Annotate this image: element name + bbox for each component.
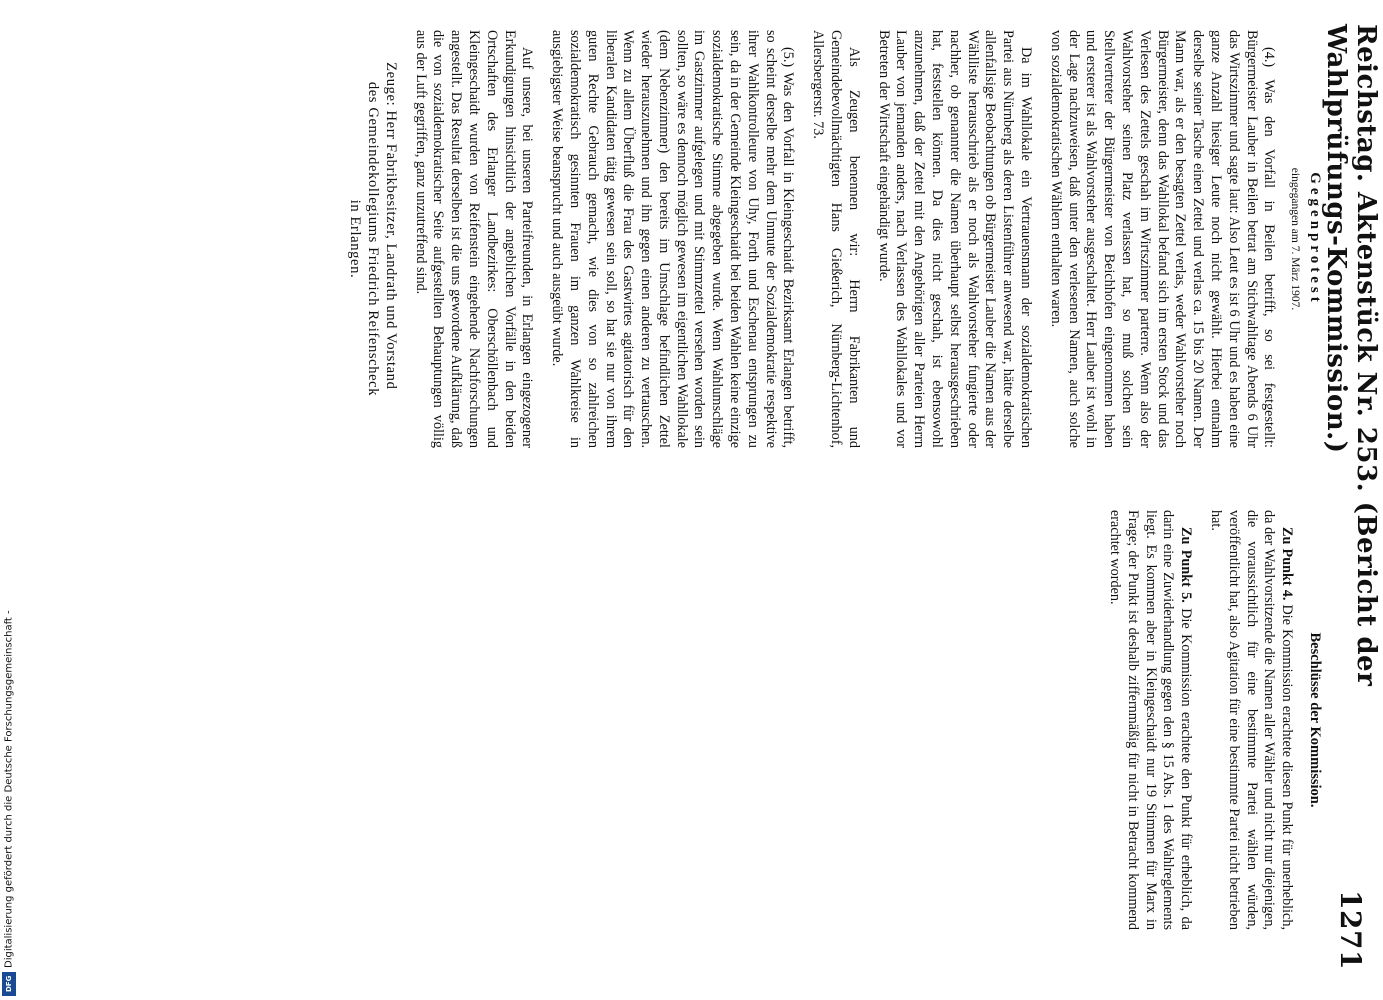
paragraph-4-continued: Da im Wahllokale ein Vertrauensmann der sozialdemokratischen Partei aus Nürnberg als deren Listenführer anwesend war, hätte derselbe allenfallsige Beobachtungen ob Bürgermeister Lauber die Namen aus der Wählliste herausschrieb als er noch als Wahlvorsteher fungierte oder nachher, ob genannter die Namen überhaupt selbst herausgeschrieben hat, feststellen können. Da dies nicht geschah, ist ebensowohl anzunehmen, daß der Zettel mit den Angehörigen aller Parteien Herrn Lauber von jemanden anders, nach Verlassen des Wahllokales und vor Betreten der Wirtschaft eingehändigt wurde. — [875, 30, 1035, 448]
resolution-point-4 — [1206, 510, 1295, 930]
credit-text: Digitalisierung gefördert durch die Deutsche Forschungsgemeinschaft - — [3, 610, 15, 968]
point-5-label: Zu Punkt 5. — [1178, 527, 1195, 603]
resolution-point-5 — [1105, 510, 1194, 930]
point-4-label: Zu Punkt 4. — [1279, 527, 1296, 601]
witness-line-1: Zeuge: Herr Fabrikbesitzer, Landrath und Vorstand — [382, 62, 399, 390]
page-header — [1321, 24, 1381, 970]
witness-paragraph: Als Zeugen benennen wir: Herrn Fabrikanten und Gemeindebevollmächtigten Hans Gießerich, Nürnberg-Lichtenhof, Allersbergerstr. 73. — [810, 30, 862, 448]
left-column — [345, 30, 1323, 448]
page-number: 1271 — [1334, 890, 1368, 970]
witness-line-2: des Gemeindekollegiums Friedrich Reifenscheck — [364, 81, 381, 397]
dfg-logo-icon: DFG — [2, 972, 16, 996]
counter-protest-title: Gegenprotest — [1307, 172, 1323, 306]
paragraph-5: (5.) Was den Vorfall in Kleingeschaidt Bezirksamt Erlangen betrifft, so scheint derselbe mehr dem Unmute der Sozialdemokratie respektive ihrer Wahlkontrolleure von Uhy, Forth und Eschenau entsprungen zu sein, da in der Gemeinde Kleingeschaidt bei beiden Wahlen keine einzige sozialdemokratische Stimme abgegeben wurde. Wenn Wahlumschläge im Gastzimmer aufgelegen und mit Stimmzettel versehen worden sein sollten, so wäre es dennoch möglich gewesen im eigentlichen Wahllokale (dem Nebenzimmer) den bereits im Umschlage befindlichen Zettel wieder herauszunehmen und ihn gegen einen anderen zu vertauschen. Wenn zu allem Überfluß die Frau des Gastwirtes agitatorisch für den liberalen Kandidaten tätig gewesen sein soll, so hat sie nur von ihrem guten Rechte Gebrauch gemacht, wie dies von so zahlreichen sozialdemokratisch gesinnten Frauen im ganzen Wahlkreise in ausgiebigster Weise beansprucht und auch ausgeübt wurde. — [549, 30, 797, 448]
witness-line-3: in Erlangen. — [347, 199, 364, 279]
right-column — [1093, 510, 1323, 930]
point-5-text: Die Kommission erachtete den Punkt für erheblich, da darin eine Zuwiderhandlung gegen den § 15 Abs. 1 des Wahlreglements liegt. Es kommen aber in Kleingeschaidt nur 19 Stimmen für Marx in Frage; der Punkt ist deshalb ziffernmäßig für nicht in Betracht kommend erachtet worden. — [1107, 510, 1195, 930]
paragraph-inquiry: Auf unsere, bei unseren Parteifreunden, in Erlangen eingezogener Erkundigungen hinsichtlich der angeblichen Vorfälle in den beiden Ortschaften des Erlanger Landbezirkes: Oberschöllenbach und Kleingeschaidt wurden von Reifenstein eingehende Nachforschungen angestellt. Das Resultat derselben ist die uns gewordene Aufklärung, daß die von sozialdemokratischer Seite aufgestellten Behauptungen völlig aus der Luft gegriffen, ganz unzutreffend sind. — [412, 30, 536, 448]
point-4-text: Die Kommission erachtete diesen Punkt für unerheblich, da der Wahlvorsitzende die Namen aller Wähler und nicht nur diejenigen, die voraussichtlich für eine bestimmte Partei wählen würden, veröffentlicht hat, also Agitation für eine bestimmte Partei nicht betrieben hat. — [1208, 510, 1296, 930]
counter-protest-date: eingegangen am 7. März 1907. — [1289, 167, 1302, 311]
digitization-credit — [2, 596, 16, 996]
resolutions-title: Beschlüsse der Kommission. — [1307, 632, 1323, 808]
paragraph-4: (4.) Was den Vorfall in Beilen betrifft, so sei festgestellt: Bürgermeister Lauber in Beilen betrat am Stichwahltage Abends 6 Uhr das Wirtszimmer und sagte laut: Also Leut es ist 6 Uhr und es haben eine ganze Anzahl hiesiger Leute noch nicht gewählt. Hierbei entnahm derselbe seiner Tasche einen Zettel und verlas ca. 15 bis 20 Namen. Der Mann war, als er den besagten Zettel verlas, weder Wahlvorsteher noch Bürgermeister, denn das Wahllokal befand sich im ersten Stock und das Verlesen des Zettels geschah im Wirtszimmer parterre. Wenn also der Wahlvorsteher seinen Platz verlassen hat, so muß solchen sein Stellvertreter der Bürgermeister von Beichhofen eingenommen haben und ersterer ist als Wahlvorsteher ausgeschaltet. Herr Lauber ist wohl in der Lage nachzuweisen, daß unter den verlesenen Namen, auch solche von sozialdemokratischen Wählern enthalten waren. — [1047, 30, 1278, 448]
header-title: Reichstag. Aktenstück Nr. 253. (Bericht der Wahlprüfungs-Kommission.) — [1321, 24, 1381, 687]
